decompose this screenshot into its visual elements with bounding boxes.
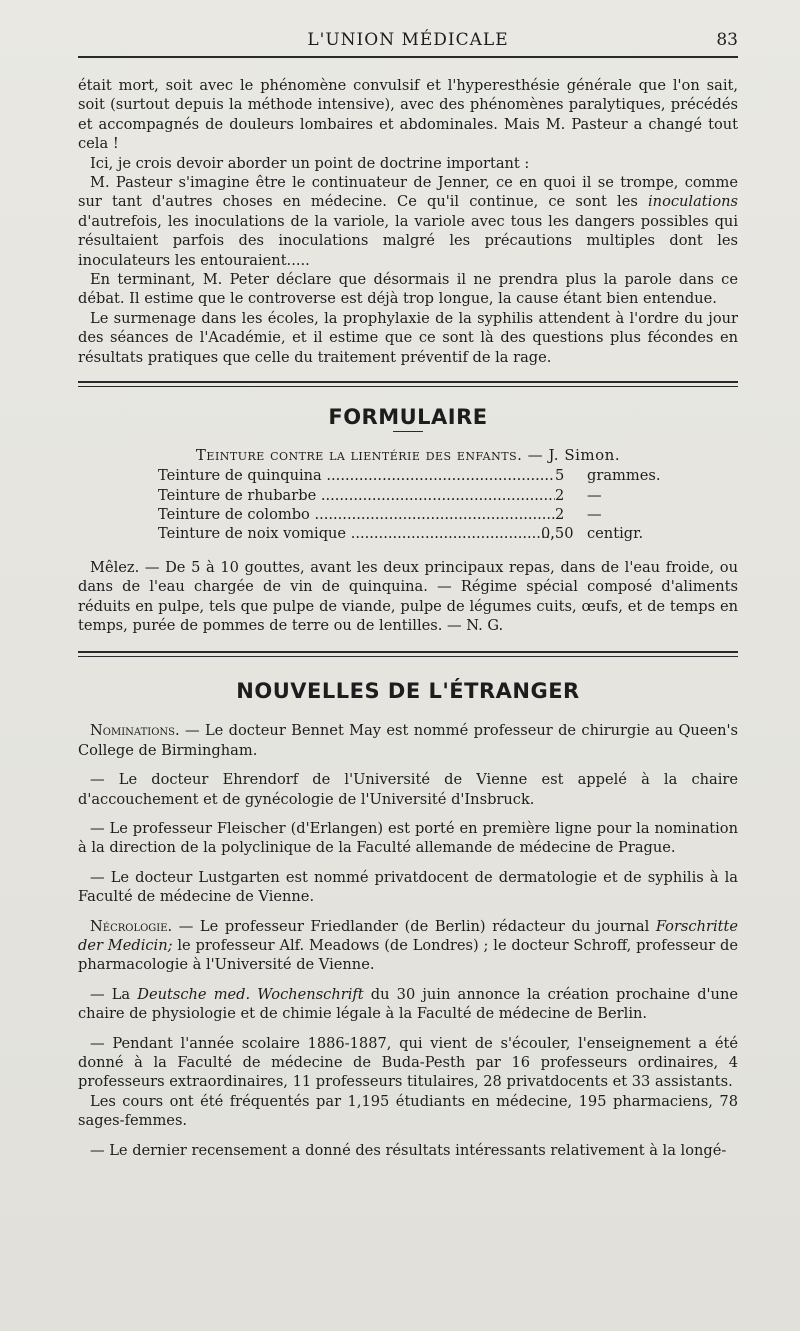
news-item-9: — Le dernier recensement a donné des résultats intéressants relativement à la longé- xyxy=(90,1141,727,1159)
ingredient-unit: — xyxy=(587,486,602,504)
intro-p3-italic: inoculations xyxy=(648,193,738,211)
ingredient-unit: grammes. xyxy=(587,467,661,485)
ingredient-qty: 0,50 xyxy=(541,525,574,543)
news-item-4: — Le docteur Lustgarten est nommé privatdocent de dermatologie et de syphilis à la Faculté de médecine de Vienne. xyxy=(78,868,738,906)
intro-p3-text-end: d'autrefois, les inoculations de la variole, la variole avec tous les dangers possibles qui résultaient parfois des inoculations malgré les précautions multiples dont les inoculateurs les entouraient..... xyxy=(78,212,738,269)
ingredient-unit: centigr. xyxy=(587,525,644,543)
ingredient-unit: — xyxy=(587,505,602,523)
nouvelles-title: NOUVELLES DE L'ÉTRANGER xyxy=(236,679,580,704)
recipe-author: — J. Simon. xyxy=(527,446,621,465)
formulaire-title-rule xyxy=(393,431,423,432)
n6-text: — La xyxy=(90,985,138,1003)
necro-text-end: le professeur Alf. Meadows (de Londres) ; le docteur Schroff, professeur de pharmacologie à l'Université de Vienne. xyxy=(78,937,739,974)
news-item-7: — Pendant l'année scolaire 1886-1887, qui vient de s'écouler, l'enseignement a été donné à la Faculté de médecine de Buda-Pesth par 16 professeurs ordinaires, 4 professeurs extraordinaires, 11 professeurs titulaires, 28 privatdocents et 33 assistants. xyxy=(78,1034,738,1091)
ingredient-row xyxy=(158,486,658,505)
necro-journal: Forschritte der Medicin; xyxy=(78,917,738,954)
intro-paragraph-1: était mort, soit avec le phénomène convulsif et l'hyperesthésie générale que l'on sait, soit (surtout depuis la méthode intensive), avec des phénomènes paralytiques, précédés et accompagnés de douleurs lombaires et abdominales. Mais M. Pasteur a changé tout cela ! xyxy=(78,77,738,153)
intro-p3-text: M. Pasteur s'imagine être le continuateur de Jenner, ce en quoi il se trompe, comme sur tant d'autres choses en médecine. Ce qu'il continue, ce sont les xyxy=(78,174,738,211)
intro-paragraph-3 xyxy=(78,173,738,270)
ingredient-row xyxy=(158,505,658,524)
necro-label: Nécrologie. xyxy=(90,917,173,935)
intro-paragraph-2: Ici, je crois devoir aborder un point de doctrine important : xyxy=(90,154,530,172)
nominations-text: — Le docteur Bennet May est nommé professeur de chirurgie au Queen's College de Birmingham. xyxy=(78,722,738,759)
recipe-title-line xyxy=(78,446,738,464)
ingredient-qty: 2 xyxy=(555,505,565,523)
page-number: 83 xyxy=(716,30,738,50)
news-necrologie xyxy=(78,917,738,975)
ingredient-row xyxy=(158,524,658,543)
news-item-6 xyxy=(78,985,738,1024)
ingredient-row xyxy=(158,466,661,485)
n6-text-end: du 30 juin annonce la création prochaine d'une chaire de physiologie et de chimie légale à la Faculté de médecine de Berlin. xyxy=(78,985,738,1023)
section-divider-2 xyxy=(78,651,738,657)
intro-section xyxy=(78,76,738,367)
recipe-ingredients xyxy=(158,466,661,544)
recipe-title: Teinture contre la lientérie des enfants. xyxy=(195,446,523,465)
ingredient-name: Teinture de colombo ..... xyxy=(158,505,555,524)
ingredient-qty: 5 xyxy=(555,467,565,485)
news-item-8: Les cours ont été fréquentés par 1,195 étudiants en médecine, 195 pharmaciens, 78 sages-femmes. xyxy=(78,1092,738,1130)
news-item-3: — Le professeur Fleischer (d'Erlangen) est porté en première ligne pour la nomination à la direction de la polyclinique de la Faculté allemande de médecine de Prague. xyxy=(78,819,738,857)
news-item-2: — Le docteur Ehrendorf de l'Université de Vienne est appelé à la chaire d'accouchement et de gynécologie de l'Université d'Insbruck. xyxy=(78,771,738,808)
formulaire-section xyxy=(78,405,738,635)
intro-paragraph-4: En terminant, M. Peter déclare que désormais il ne prendra plus la parole dans ce débat. Il estime que le controverse est déjà trop longue, la cause étant bien entendue. xyxy=(78,271,738,308)
running-title: L'UNION MÉDICALE xyxy=(307,30,509,50)
ingredient-name: Teinture de rhubarbe ..... xyxy=(158,486,555,505)
news-nominations xyxy=(78,721,738,760)
ingredient-qty: 2 xyxy=(555,486,565,504)
n6-journal: Deutsche med. Wochenschrift xyxy=(137,985,364,1003)
recipe-directions: Mêlez. — De 5 à 10 gouttes, avant les deux principaux repas, dans de l'eau froide, ou dans de l'eau chargée de vin de quinquina. — Régime spécial composé d'aliments réduits en pulpe, tels que pulpe de viande, pulpe de légumes cuits, œufs, et de temps en temps, purée de pommes de terre ou de lentilles. — N. G. xyxy=(78,558,738,634)
nominations-label: Nominations. xyxy=(90,722,180,740)
nouvelles-section xyxy=(78,679,738,1160)
necro-text: — Le professeur Friedlander (de Berlin) rédacteur du journal xyxy=(172,917,656,935)
section-divider-1 xyxy=(78,381,738,387)
intro-paragraph-5: Le surmenage dans les écoles, la prophylaxie de la syphilis attendent à l'ordre du jour des séances de l'Académie, et il estime que ce sont là des questions plus fécondes en résultats pratiques que celle du traitement préventif de la rage. xyxy=(78,309,738,366)
page-content xyxy=(78,28,738,1160)
formulaire-title: FORMULAIRE xyxy=(328,405,488,430)
page-header xyxy=(78,28,738,58)
ingredient-name: Teinture de noix vomique ..... xyxy=(158,524,555,543)
ingredient-name: Teinture de quinquina ..... xyxy=(158,466,555,485)
